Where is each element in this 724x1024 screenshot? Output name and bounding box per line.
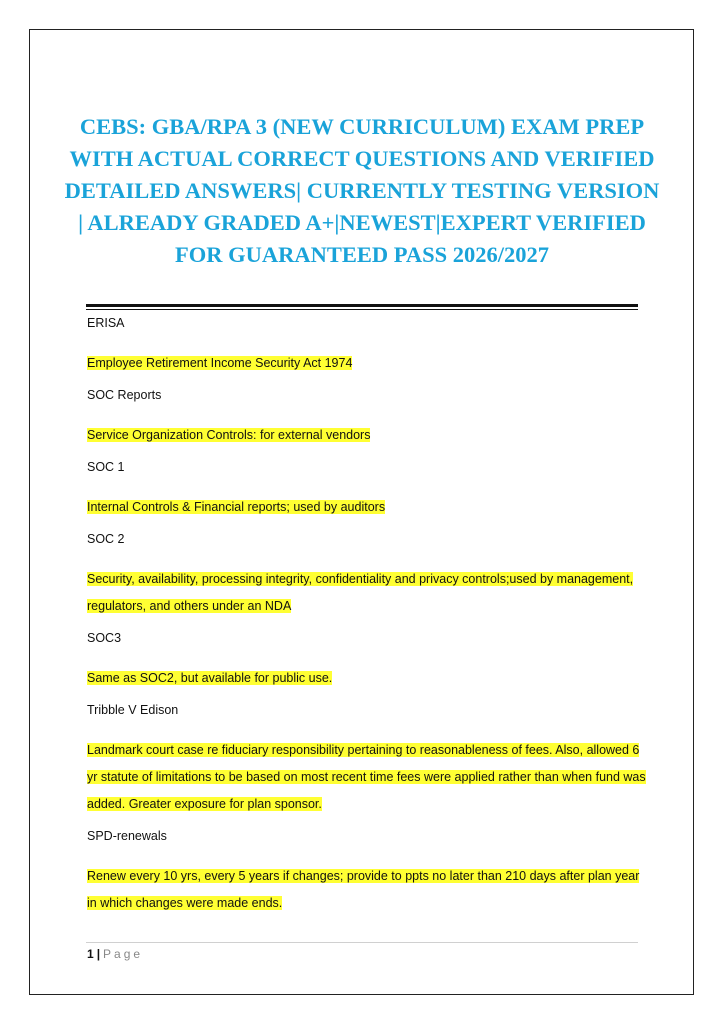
definition-text: Same as SOC2, but available for public use. xyxy=(87,671,333,685)
footer-rule xyxy=(86,942,638,943)
definition-text: Renew every 10 yrs, every 5 years if changes; provide to ppts no later than 210 days after plan year in which changes were made ends. xyxy=(87,869,640,910)
definition-text: Security, availability, processing integrity, confidentiality and privacy controls;used by management, regulators, and others under an NDA xyxy=(87,572,634,613)
definition-erisa xyxy=(87,350,647,377)
footer-separator: | xyxy=(96,947,101,961)
definition-text: Employee Retirement Income Security Act 1974 xyxy=(87,356,353,370)
page-footer xyxy=(87,947,143,961)
term-spd-renewals: SPD-renewals xyxy=(87,829,167,843)
definition-soc-2 xyxy=(87,566,647,620)
qa-list xyxy=(87,314,647,926)
definition-tribble-v-edison xyxy=(87,737,647,818)
title-rule-thin xyxy=(86,309,638,310)
definition-text: Service Organization Controls: for external vendors xyxy=(87,428,371,442)
definition-soc-reports xyxy=(87,422,647,449)
definition-soc-1 xyxy=(87,494,647,521)
page-label: Page xyxy=(103,947,144,961)
definition-soc3 xyxy=(87,665,647,692)
term-soc-reports: SOC Reports xyxy=(87,388,162,402)
definition-spd-renewals xyxy=(87,863,647,917)
term-soc-1: SOC 1 xyxy=(87,460,125,474)
term-erisa: ERISA xyxy=(87,316,125,330)
document-title: CEBS: GBA/RPA 3 (NEW CURRICULUM) EXAM PREP WITH ACTUAL CORRECT QUESTIONS AND VERIFIED DETAILED ANSWERS| CURRENTLY TESTING VERSION | ALREADY GRADED A+|NEWEST|EXPERT VERIFIED FOR GUARANTEED PASS 2026/2027 xyxy=(64,114,660,267)
definition-text: Landmark court case re fiduciary responsibility pertaining to reasonableness of fees. Also, allowed 6 yr statute of limitations to be based on most recent time fees were applied rather than when fund was added. Greater exposure for plan sponsor. xyxy=(87,743,646,811)
page-number: 1 xyxy=(87,947,94,961)
definition-text: Internal Controls & Financial reports; used by auditors xyxy=(87,500,386,514)
term-soc-2: SOC 2 xyxy=(87,532,125,546)
title-rule-thick xyxy=(86,304,638,307)
term-soc3: SOC3 xyxy=(87,631,122,645)
term-tribble-v-edison: Tribble V Edison xyxy=(87,703,179,717)
